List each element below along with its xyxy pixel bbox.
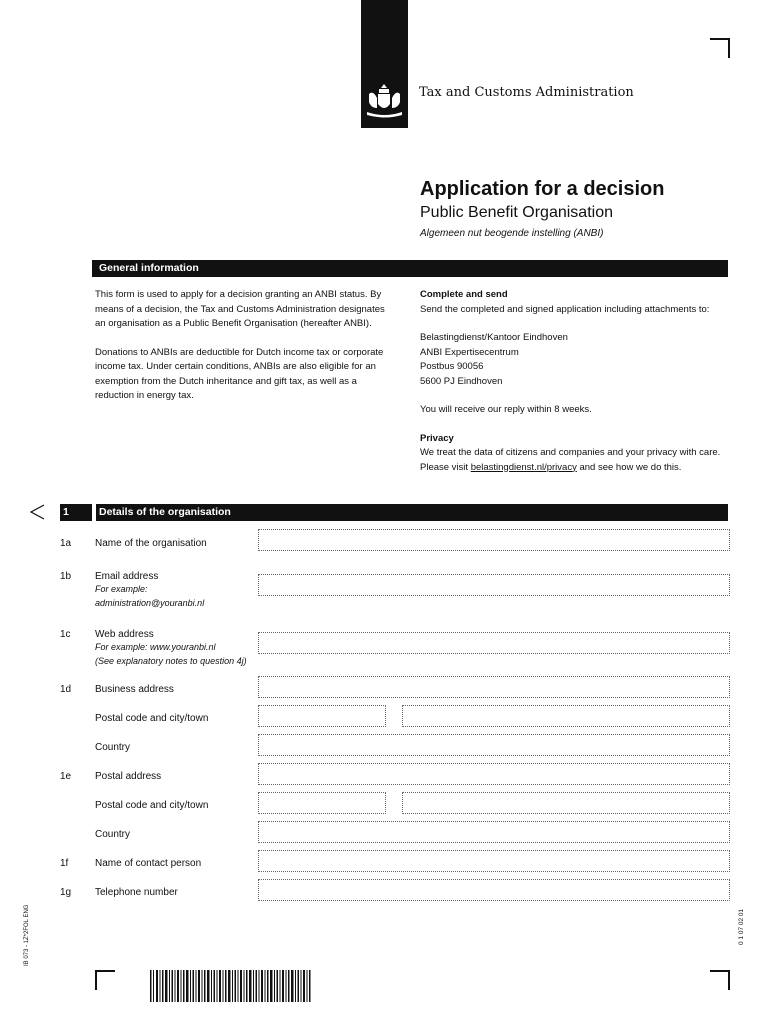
postal-postal-code-field[interactable]	[258, 792, 386, 814]
section1-number: 1	[63, 506, 69, 518]
row-label: Postal code and city/town	[95, 713, 209, 724]
postal-country-field[interactable]	[258, 821, 730, 843]
crop-mark-top-right	[710, 38, 730, 58]
privacy-pre: Please visit	[420, 461, 471, 473]
email-field[interactable]	[258, 574, 730, 596]
chevron-left-icon	[28, 503, 46, 521]
page-title: Application for a decision	[420, 178, 665, 200]
coat-of-arms-icon	[361, 80, 408, 120]
form-code: IB 073 - 1Z*2FOL ENG	[24, 904, 30, 966]
row-label: Name of contact person	[95, 858, 202, 869]
business-city-field[interactable]	[402, 705, 730, 727]
row-label: Postal address	[95, 771, 162, 782]
privacy-post: and see how we do this.	[576, 461, 682, 473]
postal-city-field[interactable]	[402, 792, 730, 814]
telephone-field[interactable]	[258, 879, 730, 901]
row-number: 1e	[60, 771, 72, 782]
row-number: 1d	[60, 684, 72, 695]
row-number: 1a	[60, 538, 72, 549]
web-hint-note: (See explanatory notes to question 4j)	[95, 656, 247, 666]
row-label: Country	[95, 829, 131, 840]
row-label: Country	[95, 742, 131, 753]
band-spacer	[60, 260, 92, 277]
row-number: 1b	[60, 571, 72, 582]
row-number: 1c	[60, 629, 71, 640]
crop-mark-bottom-right	[710, 970, 730, 990]
row-number: 1g	[60, 887, 72, 898]
business-country-field[interactable]	[258, 734, 730, 756]
email-hint: For example:	[95, 584, 148, 594]
organisation-name-field[interactable]	[258, 529, 730, 551]
logo-bar	[361, 0, 408, 128]
general-right-text	[420, 288, 735, 475]
email-label: Email address	[95, 571, 159, 582]
dutch-name: Algemeen nut beogende instelling (ANBI)	[420, 228, 604, 239]
row-label: Name of the organisation	[95, 538, 207, 549]
row-number: 1f	[60, 858, 69, 869]
privacy-text-2	[420, 461, 735, 476]
version-code: 0 1 07 02 01	[738, 908, 745, 945]
web-address-field[interactable]	[258, 632, 730, 654]
send-heading: Complete and send	[420, 289, 508, 300]
page-subtitle: Public Benefit Organisation	[420, 204, 613, 221]
contact-person-field[interactable]	[258, 850, 730, 872]
band-divider	[92, 504, 96, 521]
send-text: Send the completed and signed application including attachments to:	[420, 303, 710, 315]
business-postal-code-field[interactable]	[258, 705, 386, 727]
postal-address-field[interactable]	[258, 763, 730, 785]
web-hint: For example: www.youranbi.nl	[95, 642, 216, 652]
row-label: Telephone number	[95, 887, 178, 898]
row-label	[95, 571, 204, 610]
intro-paragraph: This form is used to apply for a decision granting an ANBI status. By means of a decision, the Tax and Customs Administration designates an organisation as a Public Benefit Organisation (hereafter ANBI).	[95, 289, 385, 329]
privacy-text: We treat the data of citizens and companies and your privacy with care.	[420, 447, 721, 458]
general-left-text	[95, 288, 390, 404]
address-line: Belastingdienst/Kantoor Eindhoven	[420, 332, 568, 343]
address-line: 5600 PJ Eindhoven	[420, 375, 503, 387]
section1-heading: Details of the organisation	[99, 506, 231, 518]
barcode-icon	[150, 970, 312, 1002]
privacy-link[interactable]: belastingdienst.nl/privacy	[470, 461, 577, 473]
donations-paragraph: Donations to ANBIs are deductible for Dutch income tax or corporate income tax. Under certain conditions, ANBIs are also eligible for an exemption from the Dutch inheritance and gift tax, as well as a reduction in energy tax.	[95, 346, 384, 401]
row-label: Business address	[95, 684, 174, 695]
business-address-field[interactable]	[258, 676, 730, 698]
address-line: Postbus 90056	[420, 361, 484, 372]
row-label: Postal code and city/town	[95, 800, 209, 811]
row-label	[95, 629, 247, 668]
crop-mark-bottom-left	[95, 970, 115, 990]
reply-text: You will receive our reply within 8 weeks.	[420, 404, 592, 415]
privacy-heading: Privacy	[420, 432, 454, 444]
address-line: ANBI Expertisecentrum	[420, 346, 519, 358]
org-name: Tax and Customs Administration	[419, 85, 634, 100]
general-info-heading: General information	[99, 262, 199, 274]
email-hint-example: administration@youranbi.nl	[95, 598, 205, 608]
web-label: Web address	[95, 629, 154, 640]
